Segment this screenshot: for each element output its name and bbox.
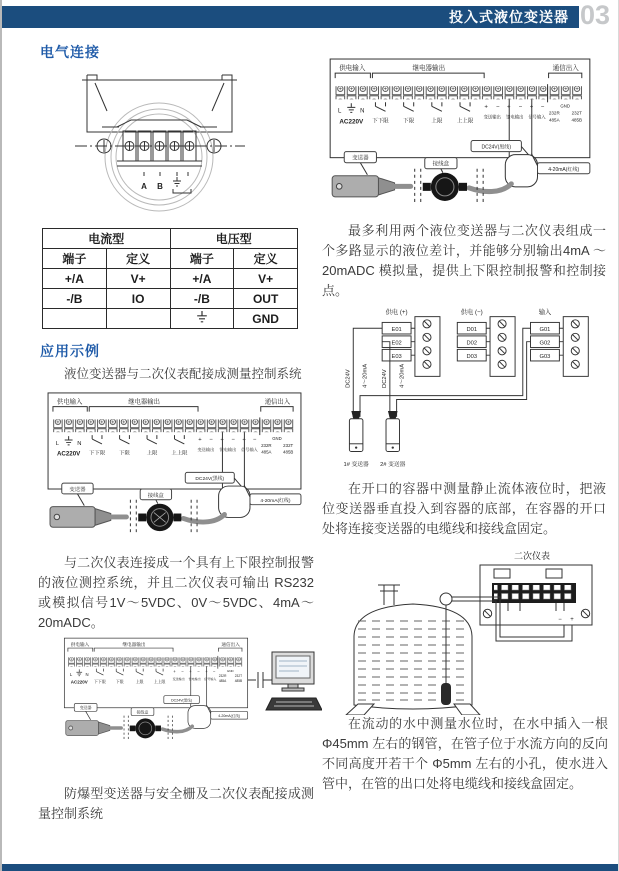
svg-text:4-20mA(红线): 4-20mA(红线) <box>218 714 241 718</box>
svg-text:−: − <box>518 104 523 111</box>
svg-text:+: + <box>507 104 511 111</box>
transmitter-1-connector <box>351 411 361 419</box>
svg-text:供电输入: 供电输入 <box>339 65 366 73</box>
terminal-strip <box>53 419 294 432</box>
svg-text:上限: 上限 <box>431 118 443 125</box>
label-transmitter-2: 2# 变送器 <box>380 461 406 468</box>
svg-text:+: + <box>529 104 534 111</box>
table-cell <box>106 309 170 329</box>
earth-ground-icon <box>196 311 208 323</box>
paragraph-right-3: 在流动的水中测量水位时，在水中插入一根Φ45mm 左右的钢管，在管子位于水流方向的反向不同高度开若干个 Φ5mm 左右的小孔，使水进入管中，在管的出口处将电缆线和接线盒固定。 <box>322 716 608 792</box>
wiring-diagram-left <box>42 390 307 539</box>
label-comm-io: 通信出入 <box>264 398 291 406</box>
svg-text:AC220V: AC220V <box>339 118 364 126</box>
page-title: 投入式液位变送器 <box>449 9 569 25</box>
svg-text:供电输入: 供电输入 <box>70 641 90 647</box>
svg-text:−: − <box>540 104 545 111</box>
page-footer-bar <box>2 864 619 871</box>
svg-text:D03: D03 <box>466 354 478 361</box>
terminal-label-b: B <box>157 182 163 191</box>
svg-text:接线盒: 接线盒 <box>432 161 450 168</box>
svg-text:232T: 232T <box>283 442 294 448</box>
svg-text:E01: E01 <box>391 327 402 334</box>
label-dc24v-2: DC24V <box>382 369 389 388</box>
paragraph-left-1: 与二次仪表连接成一个具有上下限控制报警的液位测控系统，并且二次仪表可输出 RS232 或模拟信号1V～5VDC、0V～5VDC、4mA～20mADC。 <box>38 555 314 631</box>
svg-text:继电器输出: 继电器输出 <box>122 641 146 647</box>
table-cell: -/B <box>43 289 107 309</box>
svg-text:4-20mA(红线): 4-20mA(红线) <box>548 166 580 173</box>
svg-text:馈电输出: 馈电输出 <box>188 677 201 682</box>
svg-text:232R: 232R <box>218 674 227 679</box>
svg-text:232T: 232T <box>234 674 243 679</box>
table-cell: V+ <box>106 269 170 289</box>
label-l: L <box>55 440 59 447</box>
svg-text:+: + <box>189 668 192 674</box>
svg-text:通信出入: 通信出入 <box>221 641 240 647</box>
label-supply-minus: 供电 (−) <box>460 308 483 316</box>
svg-text:+: + <box>242 436 246 443</box>
svg-text:变送输出: 变送输出 <box>172 677 185 682</box>
callout-420ma: 4-20mA(红线) <box>260 498 291 504</box>
svg-text:+: + <box>205 668 208 674</box>
label-limit-h: 上限 <box>146 450 158 457</box>
svg-text:D01: D01 <box>466 327 478 334</box>
label-ac220v: AC220V <box>56 450 81 458</box>
label-420ma-1: 4～20mA <box>362 363 369 388</box>
svg-text:DC24V(黑线): DC24V(黑线) <box>481 144 512 151</box>
wiring-diagram-small <box>60 636 252 744</box>
svg-text:−: − <box>213 668 216 674</box>
svg-text:232T: 232T <box>571 110 582 116</box>
svg-text:L: L <box>69 671 73 677</box>
transmitter-2-connector <box>388 411 398 419</box>
svg-text:−: − <box>253 436 257 443</box>
table-col-header: 定义 <box>106 249 170 269</box>
label-relay-out: 继电器输出 <box>128 398 161 406</box>
svg-text:上限: 上限 <box>135 678 144 684</box>
svg-text:信号输入: 信号输入 <box>204 677 217 682</box>
svg-text:信号输入: 信号输入 <box>528 114 546 120</box>
svg-text:D02: D02 <box>466 340 478 347</box>
svg-text:DC24V(黑线): DC24V(黑线) <box>171 698 193 703</box>
terminal-label-a: A <box>141 182 147 191</box>
probe-body <box>441 683 451 705</box>
svg-text:变送器: 变送器 <box>352 155 369 162</box>
svg-text:−: − <box>558 617 562 623</box>
caption-system2: 防爆型变送器与安全栅及二次仪表配接成测量控制系统 <box>38 786 314 822</box>
page-number: 03 <box>580 0 611 30</box>
svg-text:E02: E02 <box>391 340 402 347</box>
svg-text:GND: GND <box>226 669 234 674</box>
svg-text:AC220V: AC220V <box>70 679 88 685</box>
svg-text:+: + <box>570 617 574 623</box>
paragraph-right-2: 在开口的容器中测量静止流体液位时，把液位变送器垂直投入到容器的底部，在容器的开口处将连接变送器的电缆线和接线盒固定。 <box>322 481 606 537</box>
earth-ground-icon <box>76 669 82 675</box>
table-col-header: 端子 <box>43 249 107 269</box>
section-heading-application: 应用示例 <box>40 343 100 359</box>
paragraph-right-1: 最多利用两个液位变送器与二次仪表组成一个多路显示的液位差计，并能够分别输出4mA ～ 20mADC 模拟量，提供上下限控制报警和控制接点。 <box>322 223 606 299</box>
label-secondary-meter: 二次仪表 <box>513 551 551 561</box>
label-out2: 馈电输出 <box>219 446 237 452</box>
svg-text:G01: G01 <box>539 327 551 334</box>
earth-ground-icon <box>65 436 73 445</box>
svg-text:232R: 232R <box>261 442 272 448</box>
liquid-fill-lines <box>358 621 468 700</box>
label-input: 输入 <box>538 308 552 316</box>
svg-text:−: − <box>495 104 500 111</box>
callout-dc24v: DC24V(黑线) <box>195 477 225 483</box>
svg-text:485A: 485A <box>218 679 227 684</box>
svg-text:+: + <box>220 436 224 443</box>
table-cell: IO <box>106 289 170 309</box>
callout-junction-box: 接线盒 <box>147 492 164 499</box>
label-n: N <box>77 440 82 447</box>
label-limit-ll: 下下限 <box>88 450 106 457</box>
table-cell: V+ <box>234 269 298 289</box>
svg-text:G02: G02 <box>539 340 551 347</box>
svg-text:上上限: 上上限 <box>153 678 166 684</box>
svg-text:上上限: 上上限 <box>456 118 474 125</box>
table-cell: -/B <box>170 289 234 309</box>
svg-text:下限: 下限 <box>403 118 415 125</box>
svg-text:接线盒: 接线盒 <box>136 709 149 715</box>
label-transmitter-1: 1# 变送器 <box>343 461 369 468</box>
label-in1: 信号输入 <box>241 446 258 452</box>
terminal-housing-diagram <box>57 68 262 220</box>
svg-text:+: + <box>484 104 488 111</box>
table-cell: OUT <box>234 289 298 309</box>
svg-text:N: N <box>360 108 365 115</box>
section-heading-electrical: 电气连接 <box>40 44 100 60</box>
label-power-in: 供电输入 <box>56 398 83 406</box>
table-cell <box>43 309 107 329</box>
svg-text:馈电输出: 馈电输出 <box>506 114 524 120</box>
dual-transmitter-diagram <box>334 303 596 469</box>
terminal-table <box>42 228 298 329</box>
svg-text:通信出入: 通信出入 <box>552 65 579 73</box>
tank-diagram <box>332 547 606 715</box>
caption-system1: 液位变送器与二次仪表配接成测量控制系统 <box>64 367 302 381</box>
svg-text:GND: GND <box>560 103 570 109</box>
label-dc24v-1: DC24V <box>345 369 352 388</box>
earth-ground-icon <box>347 103 355 112</box>
earth-ground-icon <box>173 177 181 186</box>
wiring-diagram-with-pc <box>38 630 328 782</box>
table-group-header: 电流型 <box>43 229 171 249</box>
svg-text:485A: 485A <box>549 117 560 123</box>
svg-text:下下限: 下下限 <box>94 678 106 684</box>
label-limit-hh: 上上限 <box>171 450 188 457</box>
svg-text:L: L <box>338 108 342 115</box>
table-cell: +/A <box>170 269 234 289</box>
label-supply-plus: 供电 (+) <box>385 308 408 316</box>
svg-text:+: + <box>173 668 176 674</box>
svg-text:变送输出: 变送输出 <box>483 114 501 120</box>
callout-transmitter: 变送器 <box>69 486 86 493</box>
svg-text:下限: 下限 <box>115 678 124 684</box>
svg-text:变送器: 变送器 <box>79 705 92 711</box>
label-420ma-2: 4～20mA <box>399 363 406 388</box>
table-cell: +/A <box>43 269 107 289</box>
wiring-diagram-right <box>324 56 596 209</box>
svg-text:E03: E03 <box>391 354 402 361</box>
svg-text:232R: 232R <box>548 110 560 116</box>
svg-text:N: N <box>85 671 89 677</box>
computer-icon <box>248 648 322 718</box>
svg-text:−: − <box>181 668 184 674</box>
svg-text:G03: G03 <box>539 354 551 361</box>
label-out1: 变送输出 <box>197 446 215 452</box>
label-limit-l: 下限 <box>119 450 130 457</box>
svg-text:−: − <box>197 668 200 674</box>
label-gnd: GND <box>272 435 282 441</box>
svg-text:−: − <box>209 436 213 443</box>
table-col-header: 定义 <box>234 249 298 269</box>
svg-text:下下限: 下下限 <box>372 118 389 125</box>
svg-text:−: − <box>231 436 236 443</box>
table-cell <box>170 309 234 329</box>
svg-text:485B: 485B <box>234 679 243 684</box>
table-col-header: 端子 <box>170 249 234 269</box>
svg-text:485A: 485A <box>261 449 272 455</box>
table-cell: GND <box>234 309 298 329</box>
page-header-bar <box>2 6 579 28</box>
table-group-header: 电压型 <box>170 229 298 249</box>
svg-text:485B: 485B <box>571 117 583 123</box>
svg-text:继电器输出: 继电器输出 <box>412 65 446 73</box>
svg-text:+: + <box>198 436 202 443</box>
svg-text:485B: 485B <box>283 449 294 455</box>
